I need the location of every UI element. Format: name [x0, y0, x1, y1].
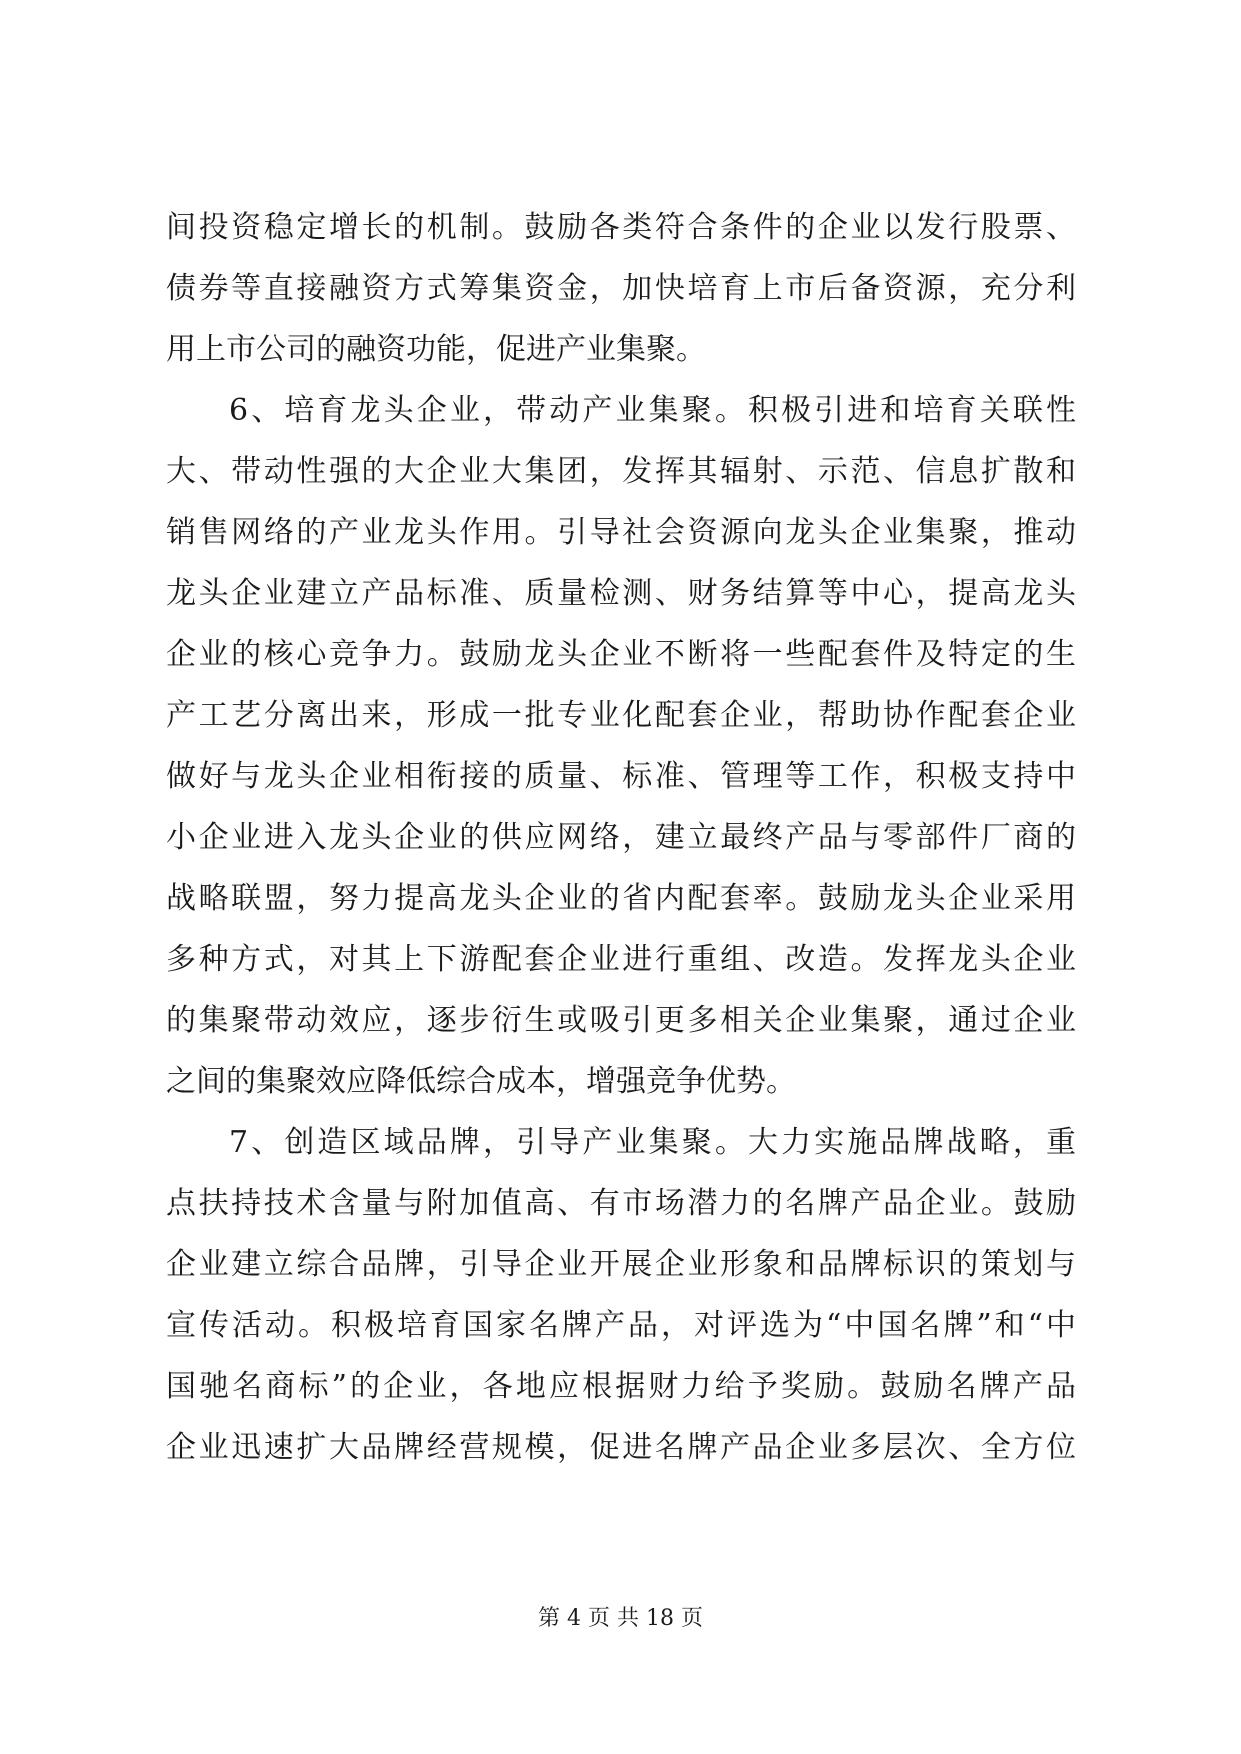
- text-line: 债券等直接融资方式筹集资金，加快培育上市后备资源，充分利: [166, 271, 1076, 306]
- paragraph-first-line: 7、创造区域品牌，引导产业集聚。大力实施品牌战略，重: [229, 1125, 1076, 1160]
- text-line: 用上市公司的融资功能，促进产业集聚。: [166, 332, 706, 367]
- text-line: 间投资稳定增长的机制。鼓励各类符合条件的企业以发行股票、: [166, 210, 1076, 245]
- text-line: 国驰名商标”的企业，各地应根据财力给予奖励。鼓励名牌产品: [166, 1369, 1076, 1404]
- text-line: 的集聚带动效应，逐步衍生或吸引更多相关企业集聚，通过企业: [166, 1003, 1076, 1038]
- text-line: 大、带动性强的大企业大集团，发挥其辐射、示范、信息扩散和: [166, 454, 1076, 489]
- text-line: 小企业进入龙头企业的供应网络，建立最终产品与零部件厂商的: [166, 820, 1076, 855]
- text-line: 点扶持技术含量与附加值高、有市场潜力的名牌产品企业。鼓励: [166, 1186, 1076, 1221]
- text-line: 产工艺分离出来，形成一批专业化配套企业，帮助协作配套企业: [166, 698, 1076, 733]
- text-line: 宣传活动。积极培育国家名牌产品，对评选为“中国名牌”和“中: [166, 1308, 1076, 1343]
- text-line: 做好与龙头企业相衔接的质量、标准、管理等工作，积极支持中: [166, 759, 1076, 794]
- text-line: 企业建立综合品牌，引导企业开展企业形象和品牌标识的策划与: [166, 1247, 1076, 1282]
- text-line: 销售网络的产业龙头作用。引导社会资源向龙头企业集聚，推动: [166, 515, 1076, 550]
- text-line: 龙头企业建立产品标准、质量检测、财务结算等中心，提高龙头: [166, 576, 1076, 611]
- text-line: 战略联盟，努力提高龙头企业的省内配套率。鼓励龙头企业采用: [166, 881, 1076, 916]
- text-line: 之间的集聚效应降低综合成本，增强竞争优势。: [166, 1064, 796, 1099]
- text-line: 企业的核心竞争力。鼓励龙头企业不断将一些配套件及特定的生: [166, 637, 1076, 672]
- page-number-footer: 第 4 页 共 18 页: [538, 1606, 703, 1631]
- text-line: 多种方式，对其上下游配套企业进行重组、改造。发挥龙头企业: [166, 942, 1076, 977]
- text-line: 企业迅速扩大品牌经营规模，促进名牌产品企业多层次、全方位: [166, 1430, 1076, 1465]
- paragraph-first-line: 6、培育龙头企业，带动产业集聚。积极引进和培育关联性: [229, 393, 1076, 428]
